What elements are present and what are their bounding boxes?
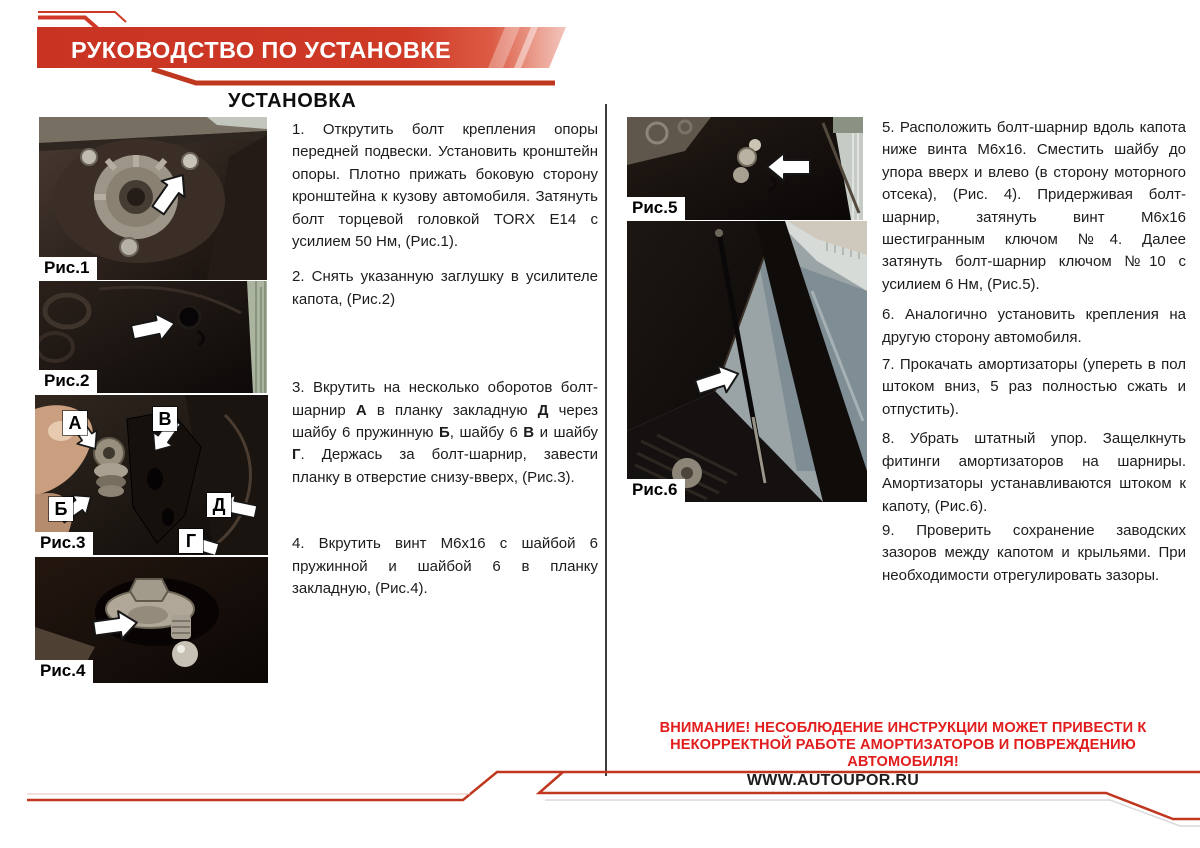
marker-A: А [63, 411, 87, 435]
figure-5-photo [627, 117, 863, 220]
marker-V: В [153, 407, 177, 431]
steps-column-left [292, 119, 598, 601]
header-deco-line-thick [38, 18, 97, 29]
step-paragraph: 7. Прокачать амортизаторы (упереть в пол штоком вниз, 5 раз полностью сжать и отпустить). [882, 356, 1186, 418]
figure-3-photo [35, 395, 268, 555]
figure-5-label: Рис.5 [627, 197, 685, 220]
step-paragraph: 9. Проверить сохранение заводских зазоров между капотом и крыльями. При необходимости отрегулировать зазоры. [882, 521, 1186, 584]
figure-4-label: Рис.4 [35, 660, 93, 683]
figure-1-photo [39, 117, 267, 280]
footer-banner-graphic [0, 755, 1200, 848]
figure-4-photo [35, 557, 268, 683]
section-title: УСТАНОВКА [228, 90, 357, 112]
step-paragraph: 8. Убрать штатный упор. Защелкнуть фитинги амортизаторов на шарниры. Амортизаторы устанавливаются штоком к капоту, (Рис.6). [882, 430, 1186, 515]
marker-G: Г [179, 529, 203, 553]
gas-strut-installed-photo [627, 221, 867, 502]
warning-line: ВНИМАНИЕ! НЕСОБЛЮДЕНИЕ ИНСТРУКЦИИ МОЖЕТ ПРИВЕСТИ К [659, 720, 1147, 736]
page-title: РУКОВОДСТВО ПО УСТАНОВКЕ [71, 37, 452, 63]
column-divider [605, 104, 607, 776]
footer-line-gray [545, 800, 1200, 826]
figure-2-photo [39, 281, 267, 393]
step-paragraph: 6. Аналогично установить крепления на другую сторону автомобиля. [882, 306, 1186, 346]
header-deco-strip [152, 69, 555, 83]
marker-D: Д [207, 493, 231, 517]
warning-line: АВТОМОБИЛЯ! [847, 754, 959, 770]
figure-6-photo [627, 221, 867, 502]
step-paragraph: 2. Снять указанную заглушку в усилителе капота, (Рис.2) [292, 268, 598, 308]
step-paragraph: 1. Открутить болт крепления опоры передней подвески. Установить кронштейн опоры. Плотно прижать боковую сторону кронштейна к кузову автомобиля. Затянуть болт торцевой головкой TORX E14 с усилием 50 Нм, (Рис.1). [292, 121, 598, 251]
figure-3-label: Рис.3 [35, 532, 93, 555]
step-paragraph: 5. Расположить болт-шарнир вдоль капота ниже винта М6х16. Сместить шайбу до упора вверх и влево (в сторону моторного отсека), (Рис. 4). Придерживая болт-шарнир, затянуть винт М6х16 шестигранным ключом №4. Далее затянуть болт-шарнир ключом №10 с усилием 6 Нм, (Рис.5). [882, 119, 1186, 293]
footer-line-top [27, 772, 1200, 800]
steps-column-right [882, 117, 1186, 587]
figure-6-label: Рис.6 [627, 479, 685, 502]
step-paragraph: 4. Вкрутить винт М6х16 с шайбой 6 пружинной и шайбой 6 в планку закладную, (Рис.4). [292, 535, 598, 598]
figure-1-label: Рис.1 [39, 257, 97, 280]
marker-B: Б [49, 497, 73, 521]
step-paragraph: 3. Вкрутить на несколько оборотов болт-шарнир А в планку закладную Д через шайбу 6 пружинную Б, шайбу 6 В и шайбу Г. Держась за болт-шарнир, завести планку в отверстие снизу-вверх, (Рис.3). [292, 379, 598, 486]
strut-mount-photo [39, 117, 267, 280]
website-url: WWW.AUTOUPOR.RU [746, 772, 920, 789]
warning-line: НЕКОРРЕКТНОЙ РАБОТЕ АМОРТИЗАТОРОВ И ПОВРЕЖДЕНИЮ [670, 737, 1136, 753]
figure-2-label: Рис.2 [39, 370, 97, 393]
